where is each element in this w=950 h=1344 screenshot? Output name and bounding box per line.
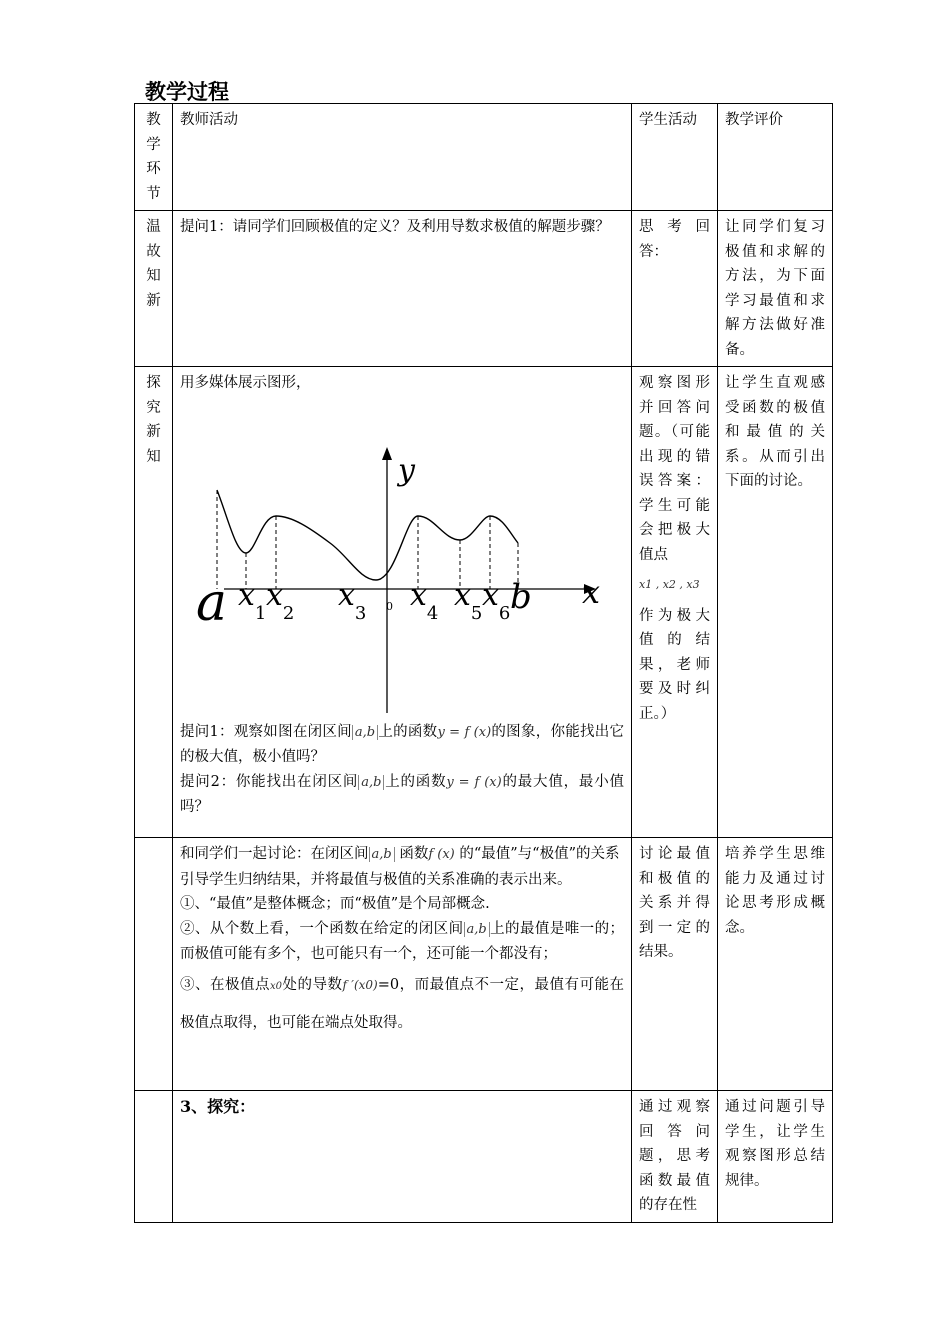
x-point-labels xyxy=(238,578,510,624)
discuss-line-1: 和同学们一起讨论：在闭区间 a,b 函数f (x) 的“最值”与“极值”的关系 xyxy=(180,846,620,862)
origin-label: 0 xyxy=(386,599,393,613)
discuss-stage xyxy=(135,838,173,1091)
discuss-line-3: ①、“最值”是整体概念；而“极值”是个局部概念. xyxy=(180,896,490,912)
review-stage: 温故知新 xyxy=(135,211,173,367)
explore-row xyxy=(135,367,833,838)
explore-stage: 探究新知 xyxy=(135,367,173,838)
function-curve xyxy=(217,490,518,580)
x4-label: $x_4$ xyxy=(410,577,439,624)
question-2: 提问2：你能找出在闭区间 a,b 上的函数y = f (x)的最大值，最小值吗？ xyxy=(180,773,625,815)
dashed-guides xyxy=(217,490,518,589)
discuss-line-4: ②、从个数上看，一个函数在给定的闭区间 a,b 上的最值是唯一的；而极值可能有多个，也可能只有一个，还可能一个都没有； xyxy=(180,920,625,962)
x1-label: $x_1$ xyxy=(238,577,267,624)
discuss-evaluation: 培养学生思维能力及通过讨论思考形成概念。 xyxy=(718,838,833,1091)
page-title: 教学过程 xyxy=(145,79,229,104)
explore3-stage xyxy=(135,1091,173,1223)
explore-teacher xyxy=(173,367,632,838)
x-axis-label: x xyxy=(582,572,601,611)
x2-label: $x_2$ xyxy=(266,577,295,624)
discuss-line-2: 引导学生归纳结果，并将最值与极值的关系准确的表示出来。 xyxy=(180,871,572,888)
y-axis-arrow xyxy=(382,447,392,460)
a-label: a xyxy=(196,572,228,633)
x5-label: $x_5$ xyxy=(454,577,483,624)
review-student: 思考回答： xyxy=(632,211,718,367)
header-evaluation: 教学评价 xyxy=(718,104,833,211)
discuss-teacher xyxy=(173,838,632,1091)
question-1: 提问1：观察如图在闭区间 a,b 上的函数y = f (x)的图象，你能找出它的极大值，极小值吗？ xyxy=(180,723,625,765)
function-graph xyxy=(180,398,624,718)
header-teacher: 教师活动 xyxy=(173,104,632,211)
b-label: b xyxy=(510,576,532,617)
explore-intro: 用多媒体展示图形， xyxy=(180,375,311,391)
discuss-row xyxy=(135,838,833,1091)
explore3-row xyxy=(135,1091,833,1223)
y-axis-label: y xyxy=(398,452,415,488)
x6-label: $x_6$ xyxy=(482,577,511,624)
review-teacher: 提问1：请同学们回顾极值的定义？及利用导数求极值的解题步骤？ xyxy=(173,211,632,367)
review-evaluation: 让同学们复习极值和求解的方法，为下面学习最值和求解方法做好准备。 xyxy=(718,211,833,367)
explore3-evaluation: 通过问题引导学生，让学生观察图形总结规律。 xyxy=(718,1091,833,1223)
explore3-student: 通过观察回答问题，思考函数最值的存在性 xyxy=(632,1091,718,1223)
x3-label: $x_3$ xyxy=(338,577,367,624)
explore-student: 观察图形并回答问题。（可能出现的错误答案：学生可能会把极大值点 x1 , x2 , x3 作为极大值的结果，老师要及时纠正。） xyxy=(632,367,718,838)
discuss-line-5: ③、在极值点x0处的导数f ′(x0)=0，而最值点不一定，最值有可能在极值点取得，也可能在端点处取得。 xyxy=(180,976,625,1031)
header-student: 学生活动 xyxy=(632,104,718,211)
header-row xyxy=(135,104,833,211)
review-row xyxy=(135,211,833,367)
explore-evaluation: 让学生直观感受函数的极值和最值的关系。从而引出下面的讨论。 xyxy=(718,367,833,838)
header-stage: 教学环节 xyxy=(135,104,173,211)
teaching-process-table xyxy=(134,103,833,1223)
student-points: x1 , x2 , x3 xyxy=(639,578,700,591)
explore3-teacher: 3、探究： xyxy=(173,1091,632,1223)
discuss-student: 讨论最值和极值的关系并得到一定的结果。 xyxy=(632,838,718,1091)
